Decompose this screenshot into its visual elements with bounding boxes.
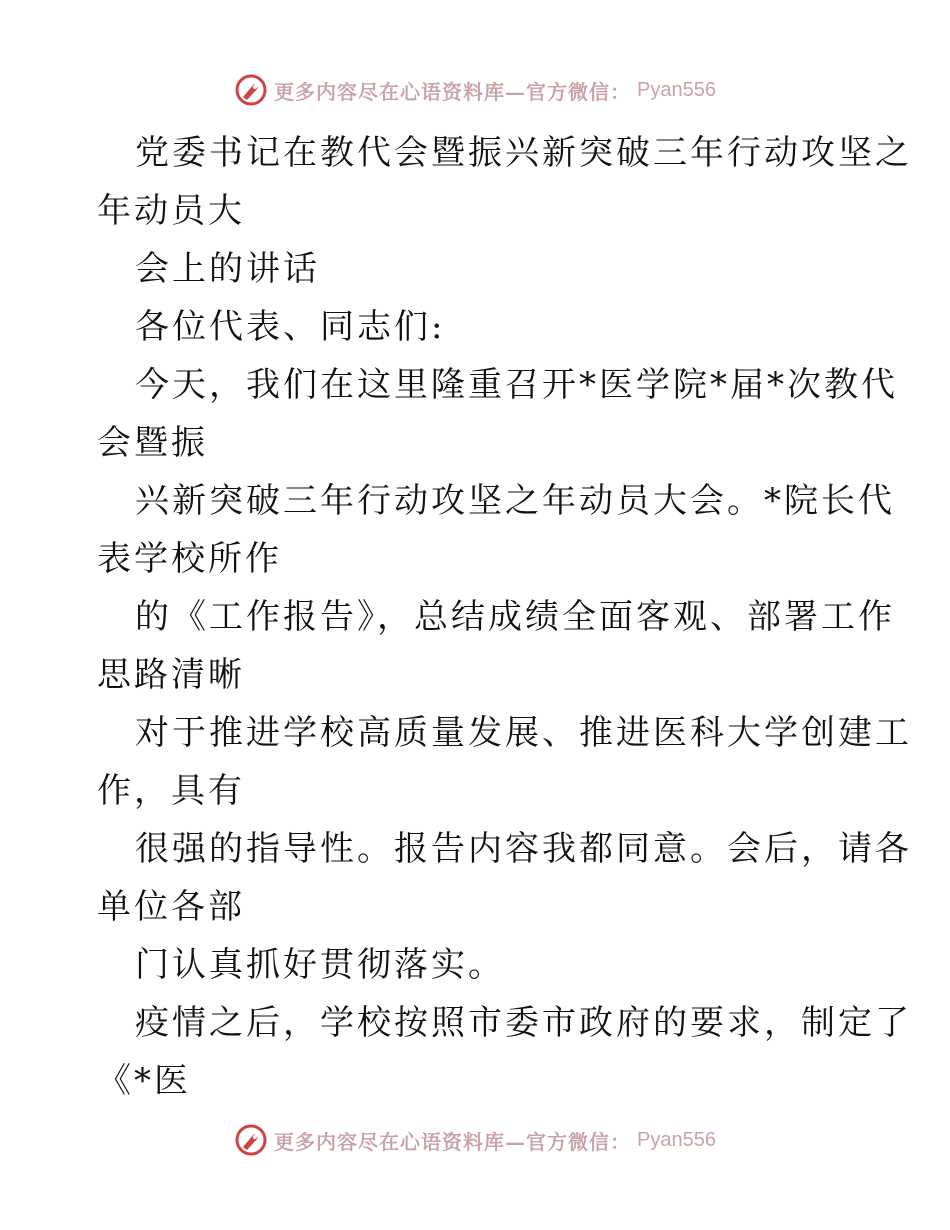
text-line: 很强的指导性。报告内容我都同意。会后，请各 xyxy=(135,829,912,869)
pen-nib-logo-icon xyxy=(234,73,268,107)
text-line: 《*医 xyxy=(97,1061,191,1101)
text-line: 各位代表、同志们: xyxy=(135,307,446,347)
text-line: 年动员大 xyxy=(97,191,245,231)
text-line: 表学校所作 xyxy=(97,539,282,579)
document-body xyxy=(97,124,912,1110)
header-banner xyxy=(0,70,950,110)
text-line: 会上的讲话 xyxy=(135,249,320,289)
text-line: 党委书记在教代会暨振兴新突破三年行动攻坚之 xyxy=(135,133,912,173)
footer-banner xyxy=(0,1120,950,1160)
banner-wechat-id: Pyan556 xyxy=(637,78,716,101)
text-line: 对于推进学校高质量发展、推进医科大学创建工 xyxy=(135,713,912,753)
text-line: 今天，我们在这里隆重召开*医学院*届*次教代 xyxy=(135,365,898,405)
text-line: 会暨振 xyxy=(97,423,208,463)
text-line: 作，具有 xyxy=(97,771,245,811)
text-line: 门认真抓好贯彻落实。 xyxy=(135,945,505,985)
text-line: 单位各部 xyxy=(97,887,245,927)
text-line: 的《工作报告》，总结成绩全面客观、部署工作 xyxy=(135,597,895,637)
banner-text: 更多内容尽在心语资料库—官方微信： xyxy=(274,79,632,104)
text-line: 疫情之后，学校按照市委市政府的要求，制定了 xyxy=(135,1003,912,1043)
text-line: 兴新突破三年行动攻坚之年动员大会。*院长代 xyxy=(135,481,895,521)
banner-wechat-id: Pyan556 xyxy=(637,1128,716,1151)
banner-text: 更多内容尽在心语资料库—官方微信： xyxy=(274,1129,632,1154)
pen-nib-logo-icon xyxy=(234,1123,268,1157)
text-line: 思路清晰 xyxy=(97,655,245,695)
